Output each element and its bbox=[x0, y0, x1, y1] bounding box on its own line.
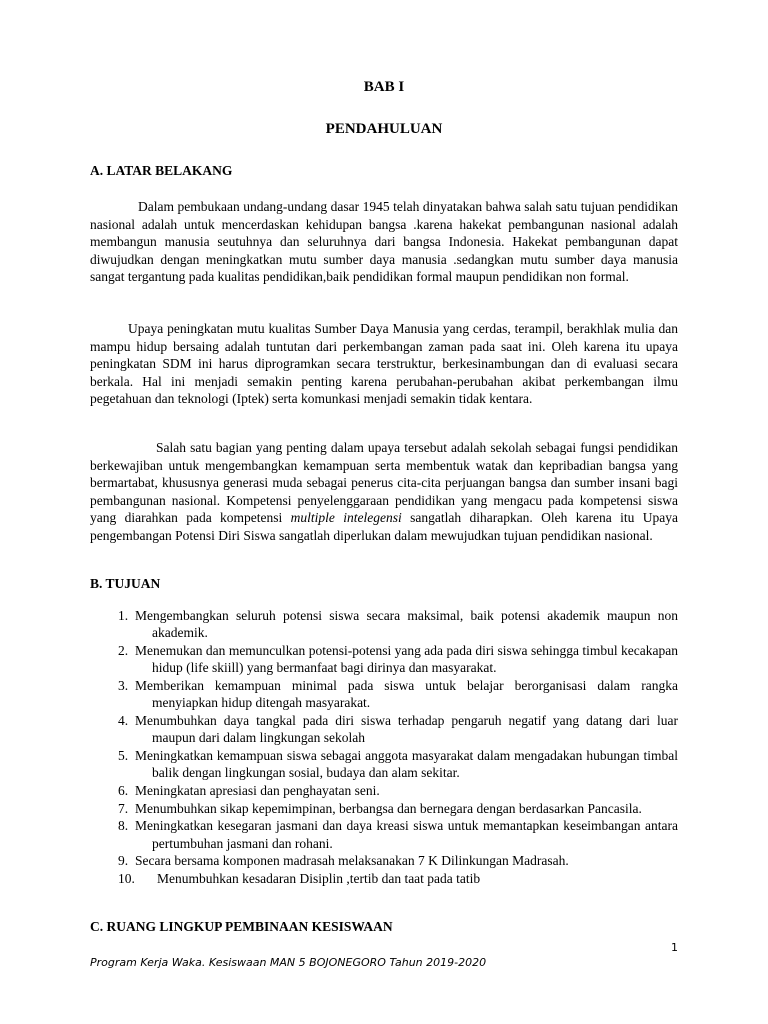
list-item bbox=[90, 747, 678, 782]
list-item-text: Meningkatan apresiasi dan penghayatan seni. bbox=[135, 783, 380, 798]
list-item bbox=[90, 642, 678, 677]
list-item-text: Memberikan kemampuan minimal pada siswa untuk belajar berorganisasi dalam rangka menyiapkan hidup ditengah masyarakat. bbox=[135, 678, 678, 711]
list-item-number: 4. bbox=[118, 713, 129, 728]
list-item-number: 10. bbox=[118, 870, 135, 886]
page-number: 1 bbox=[671, 941, 678, 954]
list-item-text: Menumbuhkan daya tangkal pada diri siswa terhadap pengaruh negatif yang datang dari luar maupun dari dalam lingkungan sekolah bbox=[135, 713, 678, 746]
list-item-number: 8. bbox=[118, 818, 129, 834]
section-a-heading: A. LATAR BELAKANG bbox=[90, 163, 233, 178]
list-item-text: Menemukan dan memunculkan potensi-potensi yang ada pada diri siswa sehingga timbul kecakapan hidup (life skiill) yang bermanfaat bagi dirinya dan masyarakat. bbox=[135, 643, 678, 676]
page-footer: Program Kerja Waka. Kesiswaan MAN 5 BOJONEGORO Tahun 2019-2020 bbox=[90, 956, 487, 969]
list-item-number: 9. bbox=[118, 853, 129, 869]
section-b-heading: B. TUJUAN bbox=[90, 576, 161, 591]
chapter-number: BAB I bbox=[363, 79, 405, 95]
list-item bbox=[90, 712, 678, 747]
list-item-text: Menumbuhkan sikap kepemimpinan, berbangsa dan bernegara dengan berdasarkan Pancasila. bbox=[135, 800, 642, 816]
list-item-text: Menumbuhkan kesadaran Disiplin ,tertib dan taat pada tatib bbox=[157, 870, 481, 886]
list-item bbox=[90, 782, 678, 799]
paragraph-3-italic: multiple intelegensi bbox=[290, 510, 402, 526]
list-item-text: Meningkatkan kemampuan siswa sebagai anggota masyarakat dalam mengadakan hubungan timbal balik dengan lingkungan sosial, budaya dan alam sekitar. bbox=[135, 748, 678, 781]
list-item bbox=[90, 817, 678, 852]
list-item-number: 6. bbox=[118, 783, 129, 798]
list-item-number: 5. bbox=[118, 748, 129, 763]
paragraph-3 bbox=[90, 439, 678, 545]
list-item-text: Secara bersama komponen madrasah melaksanakan 7 K Dilinkungan Madrasah. bbox=[135, 853, 569, 869]
list-item-text: Mengembangkan seluruh potensi siswa secara maksimal, baik potensi akademik maupun non akademik. bbox=[135, 608, 678, 641]
list-item-number: 1. bbox=[118, 608, 129, 623]
paragraph-1: Dalam pembukaan undang-undang dasar 1945 telah dinyatakan bahwa salah satu tujuan pendidikan nasional adalah untuk mencerdaskan kehidupan bangsa .karena hakekat pembangunan nasional adalah membangun manusia seutuhnya dan seluruhnya dari bangsa Indonesia. Hakekat pembangunan dapat diwujudkan dengan meningkatkan mutu sumber daya manusia .sedangkan mutu sumber daya manusia sangat tergantung pada kualitas pendidikan,baik pendidikan formal maupun pendidikan non formal. bbox=[90, 199, 678, 285]
list-item-text: Meningkatkan kesegaran jasmani dan daya kreasi siswa untuk memantapkan keseimbangan antara pertumbuhan jasmani dan rohani. bbox=[135, 818, 678, 851]
paragraph-3-part-1: Salah satu bagian yang penting dalam upaya tersebut adalah sekolah sebagai fungsi pendidikan berkewajiban untuk mengembangkan kemampuan serta membentuk watak dan kepribadian bangsa yang bermartabat, khususnya generasi muda sebagai penerus cita-cita perjuangan bangsa dan sumber insani bagi pembangunan nasional. Kompetensi penyelenggaraan pendidikan yang mengacu pada kompetensi siswa yang diarahkan pada kompetensi bbox=[90, 440, 678, 526]
paragraph-2: Upaya peningkatan mutu kualitas Sumber Daya Manusia yang cerdas, terampil, berakhlak mulia dan mampu hidup bersaing adalah tuntutan dari perkembangan zaman pada saat ini. Oleh karena itu upaya peningkatan SDM ini harus diprogramkan secara terstruktur, berkesinambungan dan di evaluasi secara berkala. Hal ini menjadi semakin penting karena perubahan-perubahan akibat perkembangan ilmu pegetahuan dan teknologi (Iptek) serta komunkasi menjadi semakin tidak kentara. bbox=[90, 321, 678, 407]
list-item bbox=[90, 852, 678, 869]
section-c-heading: C. RUANG LINGKUP PEMBINAAN KESISWAAN bbox=[90, 919, 393, 934]
list-item bbox=[90, 607, 678, 642]
chapter-title: PENDAHULUAN bbox=[325, 121, 443, 137]
list-item-number: 3. bbox=[118, 678, 129, 693]
list-item-number: 7. bbox=[118, 800, 129, 816]
list-item bbox=[90, 870, 678, 887]
paragraph-3-part-2: sangatlah diharapkan. Oleh karena itu Upaya pengembangan Potensi Diri Siswa sangatlah diperlukan dalam mewujudkan tujuan pendidikan nasional. bbox=[90, 510, 678, 543]
list-item bbox=[90, 800, 678, 817]
tujuan-list bbox=[90, 607, 678, 887]
list-item bbox=[90, 677, 678, 712]
list-item-number: 2. bbox=[118, 643, 129, 658]
